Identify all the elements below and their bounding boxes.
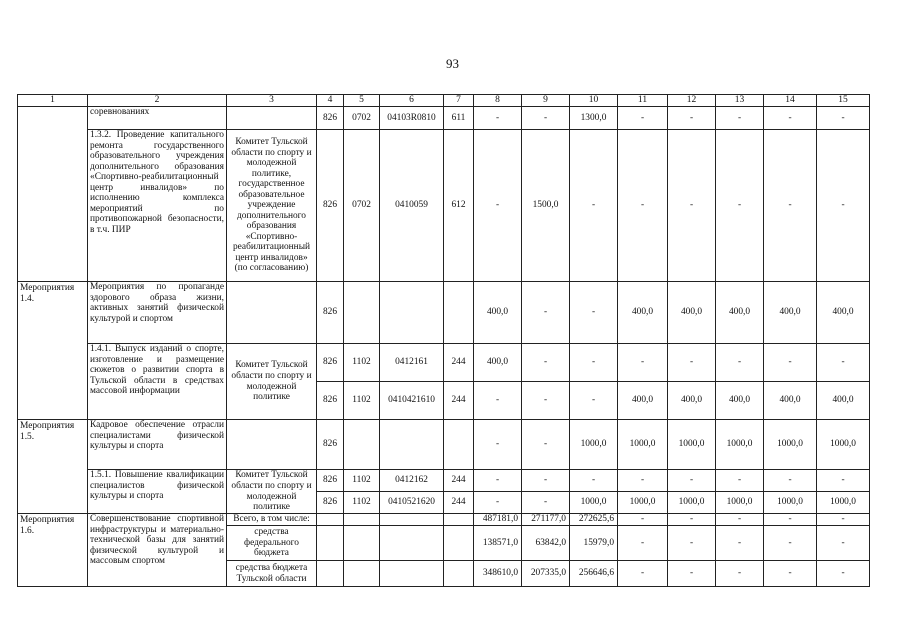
- cell-value: -: [817, 107, 870, 130]
- col-header-10: 10: [570, 95, 618, 107]
- cell-section-code: [344, 561, 380, 587]
- cell-value: 400,0: [474, 282, 522, 344]
- cell-ministry-code: [317, 514, 344, 526]
- cell-expense-type: 244: [444, 344, 474, 382]
- cell-section-code: [344, 526, 380, 561]
- cell-value: -: [618, 107, 668, 130]
- cell-value: -: [474, 382, 522, 420]
- row-description: 1.3.2. Проведение капитального ремонта государственного образовательного учреждения дополнительного образования «Спортивно-реабилитационный центр инвалидов» по исполнению комплекса мероприятий по противопожарной безопасности, в т.ч. ПИР: [88, 130, 227, 282]
- row-description: Кадровое обеспечение отрасли специалистами физической культуры и спорта: [88, 420, 227, 470]
- event-label-1-5: Мероприятия 1.5.: [18, 420, 88, 514]
- cell-value: -: [716, 561, 764, 587]
- cell-value: -: [817, 470, 870, 492]
- cell-ministry-code: 826: [317, 492, 344, 514]
- cell-value: 400,0: [817, 382, 870, 420]
- col-header-12: 12: [668, 95, 716, 107]
- cell-value: -: [522, 282, 570, 344]
- budget-table: [17, 94, 870, 587]
- header-row: [18, 95, 870, 107]
- col-header-2: 2: [88, 95, 227, 107]
- cell-expense-type: [444, 420, 474, 470]
- cell-expense-type: [444, 561, 474, 587]
- table-row: [18, 420, 870, 470]
- cell-expense-type: [444, 282, 474, 344]
- col-header-5: 5: [344, 95, 380, 107]
- cell-value: -: [764, 470, 817, 492]
- cell-value: 272625,6: [570, 514, 618, 526]
- cell-value: 1000,0: [716, 492, 764, 514]
- cell-value: -: [618, 130, 668, 282]
- col-header-11: 11: [618, 95, 668, 107]
- cell-value: -: [668, 130, 716, 282]
- cell-value: -: [764, 107, 817, 130]
- event-label-1-4: Мероприятия 1.4.: [18, 282, 88, 420]
- cell-value: -: [764, 561, 817, 587]
- col-header-14: 14: [764, 95, 817, 107]
- cell-ministry-code: 826: [317, 107, 344, 130]
- cell-value: 1300,0: [570, 107, 618, 130]
- cell-target-code: 0412161: [380, 344, 444, 382]
- cell-value: -: [716, 344, 764, 382]
- executor-cell: Комитет Тульской области по спорту и молодежной политике: [227, 470, 317, 514]
- row-description: 1.4.1. Выпуск изданий о спорте, изготовление и размещение сюжетов о развитии спорта в Тульской области в средствах массовой информации: [88, 344, 227, 420]
- event-label-1-6: Мероприятия 1.6.: [18, 514, 88, 587]
- cell-ministry-code: 826: [317, 130, 344, 282]
- executor-cell-empty: [227, 107, 317, 130]
- cell-ministry-code: 826: [317, 382, 344, 420]
- cell-value: -: [522, 382, 570, 420]
- cell-ministry-code: [317, 561, 344, 587]
- cell-target-code: [380, 420, 444, 470]
- cell-value: -: [668, 107, 716, 130]
- cell-value: -: [764, 344, 817, 382]
- cell-expense-type: [444, 526, 474, 561]
- cell-section-code: 1102: [344, 382, 380, 420]
- cell-value: 1500,0: [522, 130, 570, 282]
- cell-value: 400,0: [668, 382, 716, 420]
- cell-value: 348610,0: [474, 561, 522, 587]
- col-header-8: 8: [474, 95, 522, 107]
- cell-value: 400,0: [817, 282, 870, 344]
- cell-ministry-code: [317, 526, 344, 561]
- cell-section-code: [344, 420, 380, 470]
- executor-cell: Комитет Тульской области по спорту и молодежной политике: [227, 344, 317, 420]
- cell-target-code: [380, 514, 444, 526]
- cell-value: -: [474, 107, 522, 130]
- cell-value: -: [668, 344, 716, 382]
- cell-value: -: [716, 130, 764, 282]
- page-number: 93: [446, 56, 459, 71]
- table-row: [18, 107, 870, 130]
- cell-expense-type: 244: [444, 382, 474, 420]
- cell-value: -: [764, 526, 817, 561]
- col-header-3: 3: [227, 95, 317, 107]
- cell-section-code: 1102: [344, 492, 380, 514]
- cell-value: 400,0: [764, 282, 817, 344]
- funding-source-cell: Всего, в том числе:: [227, 514, 317, 526]
- cell-value: -: [474, 492, 522, 514]
- table-row: [18, 344, 870, 382]
- col-header-6: 6: [380, 95, 444, 107]
- row-description: 1.5.1. Повышение квалификации специалистов физической культуры и спорта: [88, 470, 227, 514]
- cell-value: 1000,0: [764, 492, 817, 514]
- cell-value: 487181,0: [474, 514, 522, 526]
- cell-value: 1000,0: [817, 420, 870, 470]
- cell-value: 400,0: [764, 382, 817, 420]
- cell-section-code: 1102: [344, 344, 380, 382]
- cell-value: -: [474, 470, 522, 492]
- cell-section-code: 0702: [344, 130, 380, 282]
- table-row: [18, 130, 870, 282]
- cell-value: -: [817, 561, 870, 587]
- cell-ministry-code: 826: [317, 282, 344, 344]
- cell-value: -: [764, 130, 817, 282]
- cell-value: 400,0: [618, 382, 668, 420]
- cell-value: -: [716, 470, 764, 492]
- executor-cell-empty: [227, 420, 317, 470]
- cell-value: -: [668, 561, 716, 587]
- col-header-7: 7: [444, 95, 474, 107]
- table-row: [18, 514, 870, 526]
- cell-ministry-code: 826: [317, 470, 344, 492]
- cell-value: -: [474, 130, 522, 282]
- cell-section-code: 0702: [344, 107, 380, 130]
- cell-value: -: [716, 107, 764, 130]
- col-header-15: 15: [817, 95, 870, 107]
- cell-value: 400,0: [618, 282, 668, 344]
- cell-value: -: [618, 514, 668, 526]
- cell-value: 138571,0: [474, 526, 522, 561]
- cell-value: 1000,0: [668, 492, 716, 514]
- cell-value: -: [668, 526, 716, 561]
- cell-value: -: [817, 526, 870, 561]
- funding-source-cell: средства федерального бюджета: [227, 526, 317, 561]
- cell-value: -: [618, 344, 668, 382]
- col-header-4: 4: [317, 95, 344, 107]
- table-row: [18, 282, 870, 344]
- cell-value: -: [618, 470, 668, 492]
- cell-value: -: [522, 344, 570, 382]
- cell-value: -: [570, 344, 618, 382]
- cell-value: -: [716, 526, 764, 561]
- cell-value: -: [522, 492, 570, 514]
- cell-value: -: [570, 130, 618, 282]
- cell-value: 1000,0: [668, 420, 716, 470]
- cell-value: 1000,0: [716, 420, 764, 470]
- cell-value: 1000,0: [764, 420, 817, 470]
- cell-value: 1000,0: [618, 420, 668, 470]
- cell-value: -: [570, 382, 618, 420]
- row-description: Совершенствование спортивной инфраструктуры и материально-технической базы для занятий физической культурой и массовым спортом: [88, 514, 227, 587]
- cell-expense-type: 612: [444, 130, 474, 282]
- cell-value: 1000,0: [570, 420, 618, 470]
- cell-value: -: [522, 420, 570, 470]
- cell-value: 1000,0: [817, 492, 870, 514]
- cell-section-code: [344, 282, 380, 344]
- cell-value: -: [570, 282, 618, 344]
- cell-value: -: [817, 130, 870, 282]
- cell-value: -: [764, 514, 817, 526]
- cell-value: -: [817, 514, 870, 526]
- executor-cell-empty: [227, 282, 317, 344]
- cell-value: -: [522, 107, 570, 130]
- cell-target-code: [380, 561, 444, 587]
- cell-expense-type: 244: [444, 492, 474, 514]
- cell-value: 400,0: [668, 282, 716, 344]
- cell-target-code: 04103R0810: [380, 107, 444, 130]
- col-header-13: 13: [716, 95, 764, 107]
- cell-value: 400,0: [716, 282, 764, 344]
- table-row: [18, 470, 870, 492]
- cell-value: -: [618, 526, 668, 561]
- cell-value: -: [817, 344, 870, 382]
- cell-value: -: [570, 470, 618, 492]
- cell-value: 1000,0: [618, 492, 668, 514]
- cell-target-code: 0412162: [380, 470, 444, 492]
- cell-ministry-code: 826: [317, 344, 344, 382]
- row-description: соревнованиях: [88, 107, 227, 130]
- cell-expense-type: 244: [444, 470, 474, 492]
- cell-value: -: [522, 470, 570, 492]
- cell-section-code: [344, 514, 380, 526]
- cell-value: -: [716, 514, 764, 526]
- row-description: Мероприятия по пропаганде здорового образа жизни, активных занятий физической культурой и спортом: [88, 282, 227, 344]
- cell-value: -: [618, 561, 668, 587]
- cell-section-code: 1102: [344, 470, 380, 492]
- cell-value: 63842,0: [522, 526, 570, 561]
- cell-value: 400,0: [716, 382, 764, 420]
- cell-value: -: [474, 420, 522, 470]
- cell-value: 271177,0: [522, 514, 570, 526]
- cell-ministry-code: 826: [317, 420, 344, 470]
- executor-cell: Комитет Тульской области по спорту и молодежной политике, государственное образовательное учреждение дополнительного образования «Спортивно-реабилитационный центр инвалидов» (по согласованию): [227, 130, 317, 282]
- cell-expense-type: [444, 514, 474, 526]
- col-header-9: 9: [522, 95, 570, 107]
- funding-source-cell: средства бюджета Тульской области: [227, 561, 317, 587]
- cell-target-code: 0410059: [380, 130, 444, 282]
- cell-value: 256646,6: [570, 561, 618, 587]
- col-header-1: 1: [18, 95, 88, 107]
- budget-table-wrapper: [17, 94, 870, 587]
- cell-value: 1000,0: [570, 492, 618, 514]
- cell-value: 400,0: [474, 344, 522, 382]
- event-cell-empty: [18, 107, 88, 282]
- cell-value: -: [668, 514, 716, 526]
- cell-target-code: 0410421610: [380, 382, 444, 420]
- cell-expense-type: 611: [444, 107, 474, 130]
- cell-value: 207335,0: [522, 561, 570, 587]
- cell-target-code: [380, 282, 444, 344]
- cell-target-code: 0410521620: [380, 492, 444, 514]
- cell-value: 15979,0: [570, 526, 618, 561]
- cell-value: -: [668, 470, 716, 492]
- cell-target-code: [380, 526, 444, 561]
